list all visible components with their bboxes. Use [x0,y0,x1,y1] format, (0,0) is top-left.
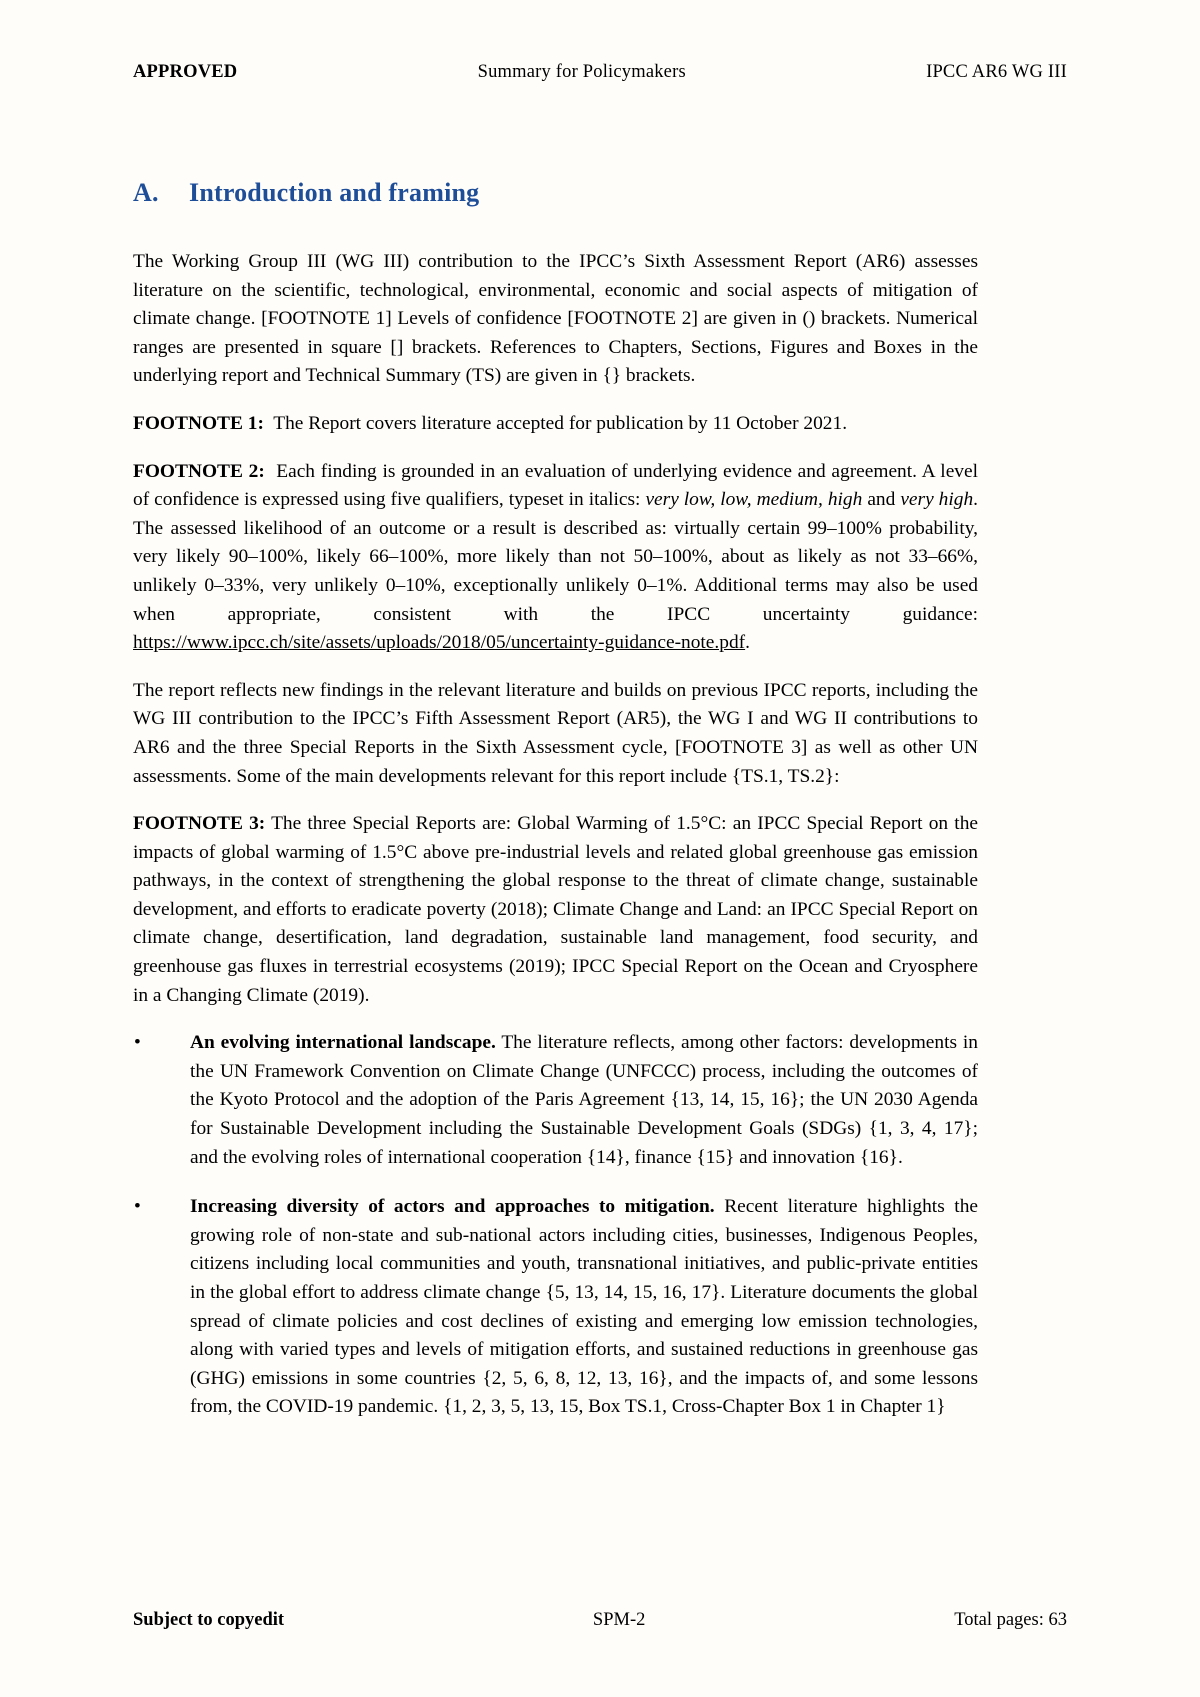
list-item-content [190,1029,978,1172]
page-footer [133,1610,1067,1631]
confidence-qualifier-very-high-italic: very high [900,489,974,511]
list-item-lead: An evolving international landscape. [190,1032,496,1054]
footnote-2-label: FOOTNOTE 2: [133,460,265,482]
paragraph-footnote-1 [133,410,978,439]
bullet-marker-icon: • [134,1032,141,1054]
paragraph-report-reflects: The report reflects new findings in the relevant literature and builds on previous IPCC reports, including the WG III contribution to the IPCC’s Fifth Assessment Report (AR5), the WG I and WG II contributions to AR6 and the three Special Reports in the Sixth Assessment cycle, [FOOTNOTE 3] as well as other UN assessments. Some of the main developments relevant for this report include {TS.1, TS.2}: [133,679,978,787]
list-item-lead: Increasing diversity of actors and approaches to mitigation. [190,1196,715,1218]
footnote-3-text: The three Special Reports are: Global Warming of 1.5°C: an IPCC Special Report on the impacts of global warming of 1.5°C above pre-industrial levels and related global greenhouse gas emission pathways, in the context of strengthening the global response to the threat of climate change, sustainable development, and efforts to eradicate poverty (2018); Climate Change and Land: an IPCC Special Report on climate change, desertification, land degradation, sustainable land management, food security, and greenhouse gas fluxes in terrestrial ecosystems (2019); IPCC Special Report on the Ocean and Cryosphere in a Changing Climate (2019). [133,813,978,1006]
section-title: Introduction and framing [189,178,480,207]
header-document-title: Summary for Policymakers [477,62,686,82]
footnote-2-text-end: . [745,632,750,654]
paragraph-intro: The Working Group III (WG III) contribution to the IPCC’s Sixth Assessment Report (AR6) assesses literature on the scientific, technological, environmental, economic and social aspects of mitigation of climate change. [FOOTNOTE 1] Levels of confidence [FOOTNOTE 2] are given in () brackets. Numerical ranges are presented in square [] brackets. References to Chapters, Sections, Figures and Boxes in the underlying report and Technical Summary (TS) are given in {} brackets. [133,251,978,387]
footnote-2-text-part-2: and [862,489,901,511]
list-item-text: The literature reflects, among other factors: developments in the UN Framework Convention on Climate Change (UNFCCC) process, including the outcomes of the Kyoto Protocol and the adoption of the Paris Agreement {13, 14, 15, 16}; the UN 2030 Agenda for Sustainable Development including the Sustainable Development Goals (SDGs) {1, 3, 4, 17}; and the evolving roles of international cooperation {14}, finance {15} and innovation {16}. [190,1032,978,1168]
section-heading [133,178,978,208]
paragraph-footnote-3 [133,810,978,1010]
paragraph-footnote-2 [133,458,978,658]
header-status-label: APPROVED [133,62,238,82]
header-report-label: IPCC AR6 WG III [926,62,1067,82]
bullet-marker-icon: • [134,1196,141,1218]
page-header [133,62,1067,83]
footnote-1-label: FOOTNOTE 1: [133,412,264,434]
footer-page-number: SPM-2 [592,1610,646,1630]
list-item [133,1193,978,1422]
uncertainty-guidance-link[interactable]: https://www.ipcc.ch/site/assets/uploads/2018/05/uncertainty-guidance-note.pdf [133,632,746,654]
footnote-2-text-part-1: Each finding is grounded in an evaluation of underlying evidence and agreement. A level of confidence is expressed using five qualifiers, typeset in italics: [133,460,978,511]
confidence-qualifiers-italic: very low, low, medium, high [645,489,863,511]
footer-copyedit-note: Subject to copyedit [133,1610,285,1630]
footnote-2-text-part-3: . The assessed likelihood of an outcome or a result is described as: virtually certain 99–100% probability, very likely 90–100%, likely 66–100%, more likely than not 50–100%, about as likely as not 33–66%, unlikely 0–33%, very unlikely 0–10%, exceptionally unlikely 0–1%. Additional terms may also be used when appropriate, consistent with the IPCC uncertainty guidance: [133,489,978,625]
document-body [133,248,978,1443]
list-item [133,1029,978,1172]
list-item-text: Recent literature highlights the growing role of non-state and sub-national actors including cities, businesses, Indigenous Peoples, citizens including local communities and youth, transnational initiatives, and public-private entities in the global effort to address climate change {5, 13, 14, 15, 16, 17}. Literature documents the global spread of climate policies and cost declines of existing and emerging low emission technologies, along with varied types and levels of mitigation efforts, and sustained reductions in greenhouse gas (GHG) emissions in some countries {2, 5, 6, 8, 12, 13, 16}, and the impacts of, and some lessons from, the COVID-19 pandemic. {1, 2, 3, 5, 13, 15, Box TS.1, Cross-Chapter Box 1 in Chapter 1} [190,1196,978,1418]
footnote-3-label: FOOTNOTE 3: [133,813,266,835]
footnote-1-text: The Report covers literature accepted for publication by 11 October 2021. [273,412,848,434]
list-item-content [190,1193,978,1422]
footer-total-pages: Total pages: 63 [954,1610,1067,1630]
section-letter: A. [133,178,159,207]
